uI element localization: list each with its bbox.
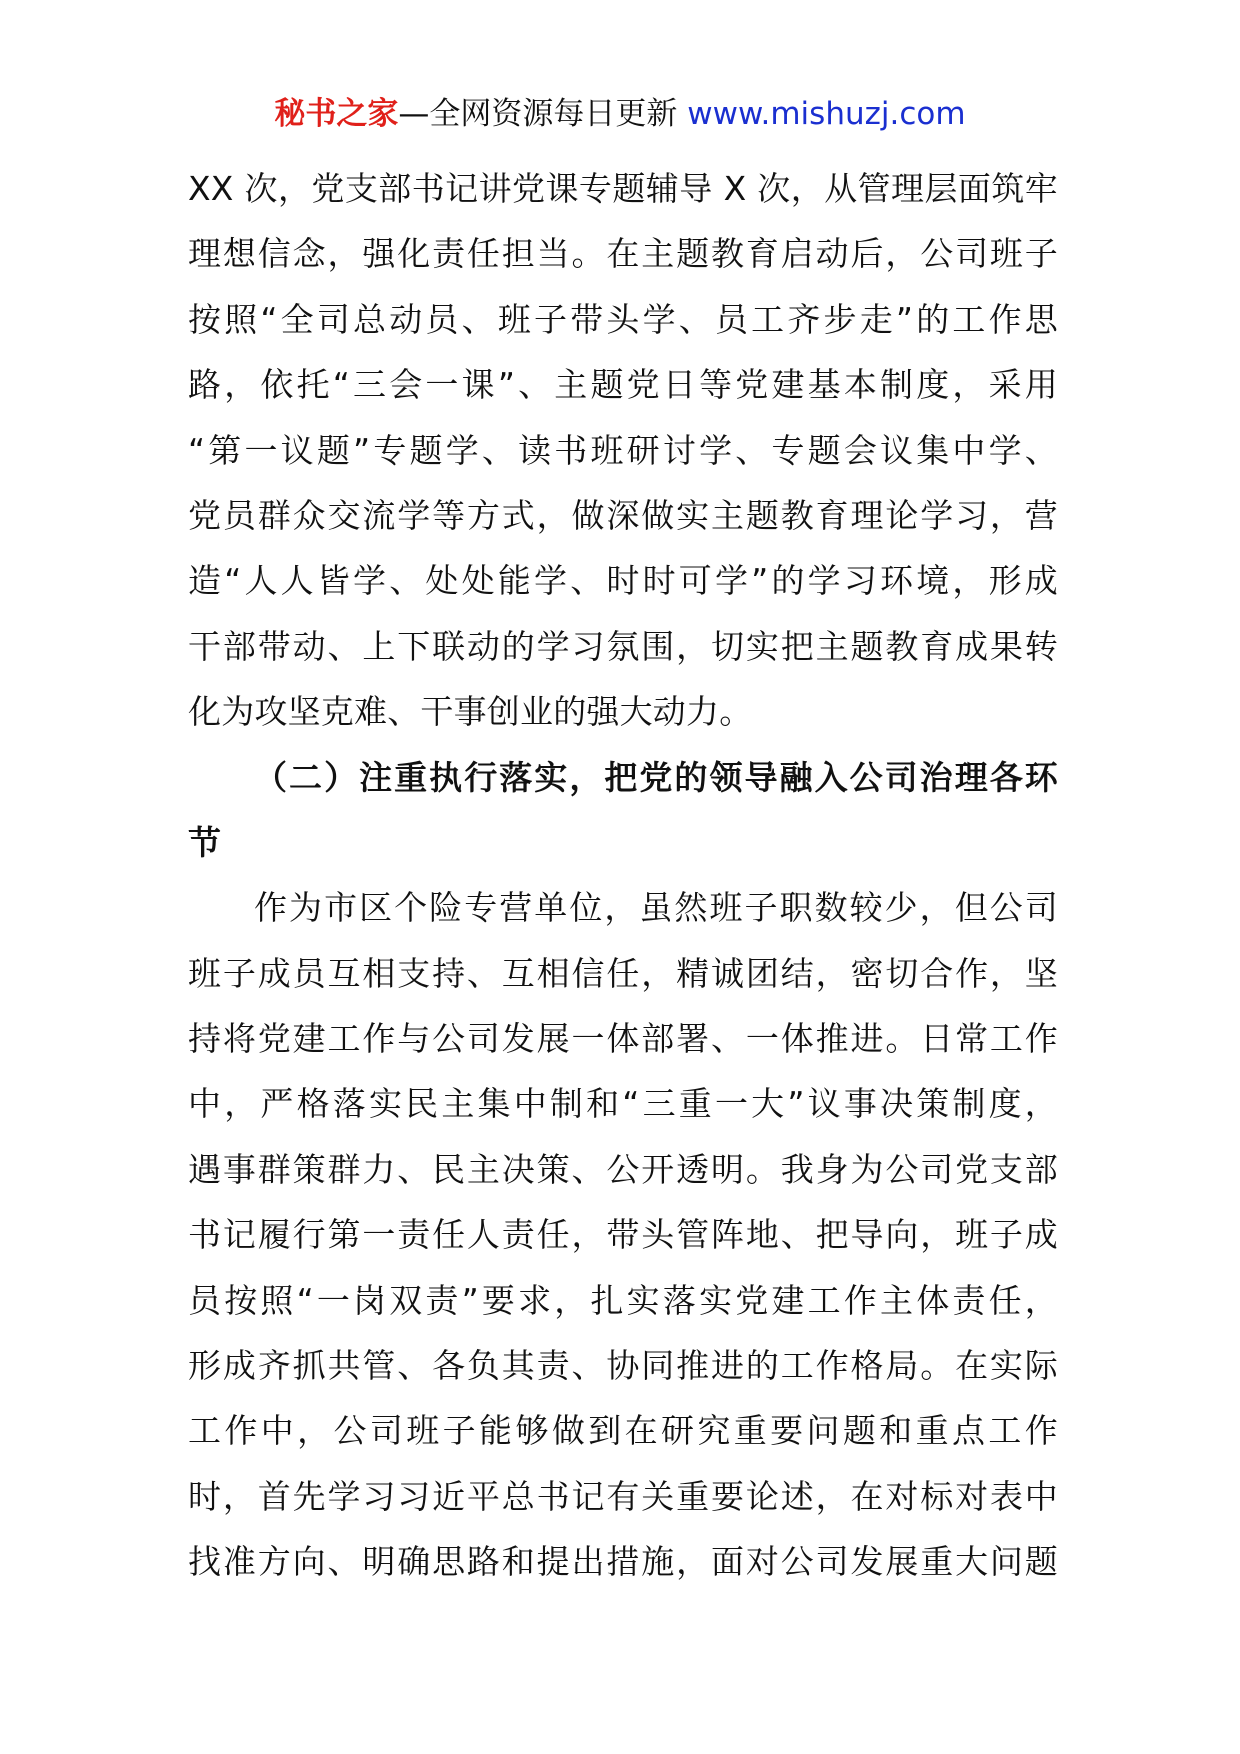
paragraph-1 [188,156,1058,745]
text-line: 班子成员互相支持、互相信任，精诚团结，密切合作，坚 [188,953,1058,993]
header-tagline: —全网资源每日更新 [398,96,678,132]
text-line: 理想信念，强化责任担当。在主题教育启动后，公司班子 [188,234,1058,274]
brand-name: 秘书之家 [274,96,399,132]
text-line: 持将党建工作与公司发展一体部署、一体推进。日常工作 [188,1019,1058,1059]
text-line: XX 次，党支部书记讲党课专题辅导 X 次，从管理层面筑牢 [188,169,1058,208]
text-line: 工作中，公司班子能够做到在研究重要问题和重点工作 [188,1411,1058,1451]
section-heading-line: 节 [188,822,222,862]
text-line: 形成齐抓共管、各负其责、协同推进的工作格局。在实际 [188,1346,1058,1386]
text-line: 按照“全司总动员、班子带头学、员工齐步走”的工作思 [188,299,1058,339]
text-line: “第一议题”专题学、读书班研讨学、专题会议集中学、 [188,430,1058,470]
document-body [188,156,1058,1595]
paragraph-2 [188,875,1058,1594]
text-line: 路，依托“三会一课”、主题党日等党建基本制度，采用 [188,365,1058,405]
text-line: 中，严格落实民主集中制和“三重一大”议事决策制度， [188,1084,1058,1124]
text-line: 党员群众交流学等方式，做深做实主题教育理论学习，营 [188,495,1058,535]
text-line: 造“人人皆学、处处能学、时时可学”的学习环境，形成 [188,561,1058,601]
text-line: 干部带动、上下联动的学习氛围，切实把主题教育成果转 [188,626,1058,666]
site-header [0,92,1240,136]
text-line: 作为市区个险专营单位，虽然班子职数较少，但公司 [254,888,1058,928]
section-heading-line: （二）注重执行落实，把党的领导融入公司治理各环 [254,757,1058,797]
text-line: 化为攻坚克难、干事创业的强大动力。 [188,692,753,732]
text-line: 时，首先学习习近平总书记有关重要论述，在对标对表中 [188,1476,1058,1516]
text-line: 书记履行第一责任人责任，带头管阵地、把导向，班子成 [188,1215,1058,1255]
text-line: 员按照“一岗双责”要求，扎实落实党建工作主体责任， [188,1280,1058,1320]
section-heading [188,745,1058,876]
text-line: 找准方向、明确思路和提出措施，面对公司发展重大问题 [188,1542,1058,1582]
text-line: 遇事群策群力、民主决策、公开透明。我身为公司党支部 [188,1149,1058,1189]
site-url-link[interactable]: www.mishuzj.com [687,96,966,132]
